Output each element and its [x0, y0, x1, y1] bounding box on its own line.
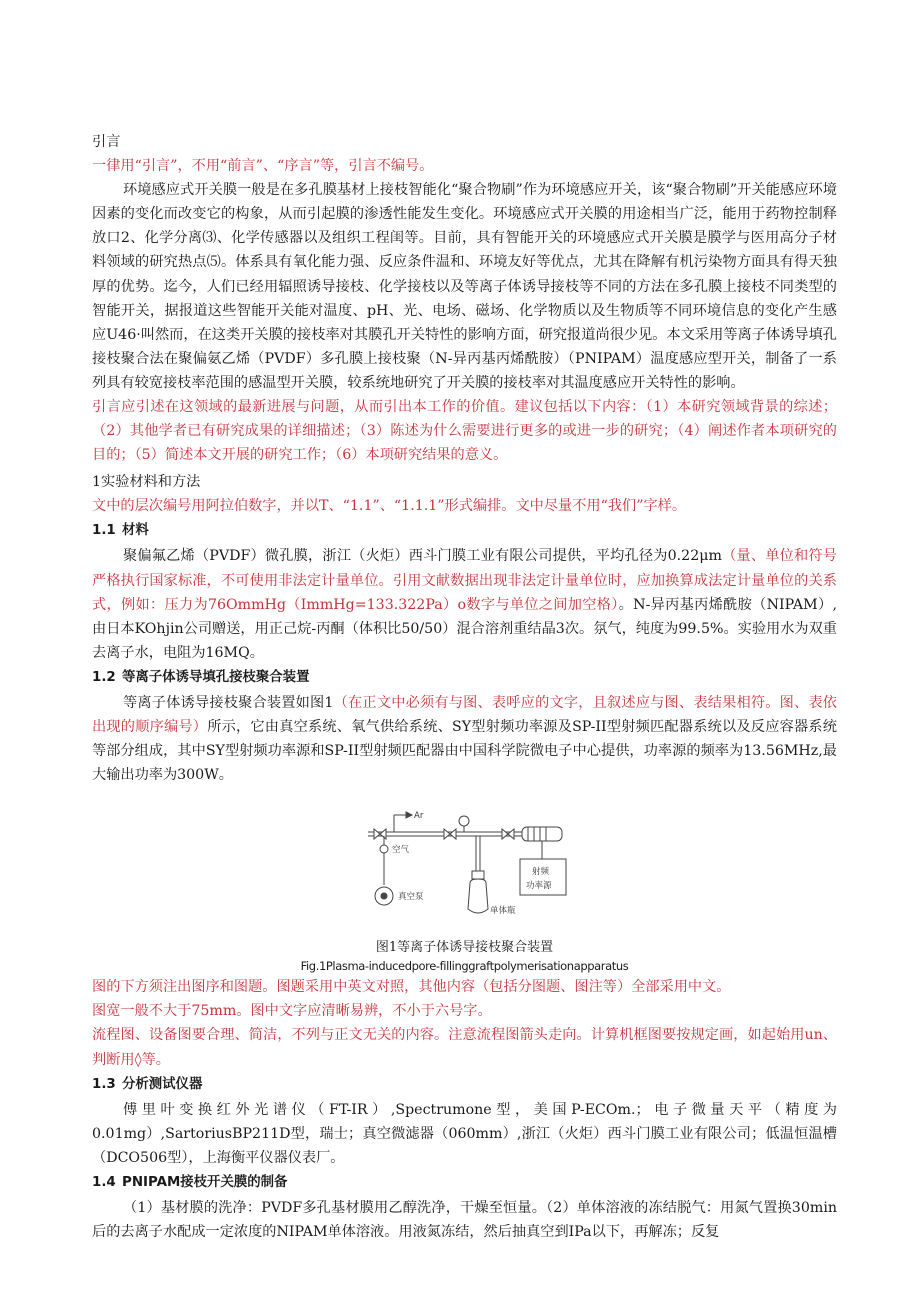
section-1-3-heading: [92, 1072, 837, 1098]
section-1-4-title: PNIPAM接枝开关膜的制备: [122, 1174, 288, 1190]
section-1-heading: 1实验材料和方法: [92, 474, 201, 491]
section-1-1-paragraph: [92, 544, 837, 664]
section-1-3-paragraph: 傅里叶变换红外光谱仪（FT-IR）,Spectrumone型，美国P-ECOm.；电子微量天平（精度为0.01mg）,SartoriusBP211D型，瑞士；真空微滤器（060mm）,浙江（火炬）西斗门膜工业有限公司；低温恒温槽（DCO506型），上海衡平仪器仪表厂。: [92, 1101, 837, 1166]
section-1-1-number: 1.1: [92, 523, 116, 539]
section-1-3-title: 分析测试仪器: [122, 1076, 203, 1092]
intro-heading: 引言: [92, 134, 121, 150]
figure-note-3: 流程图、设备图要合理、简洁，不列与正文无关的内容。注意流程图箭头走向。计算机框图要按规定画，如起始用un、判断用◊等。: [92, 1027, 837, 1068]
document-page: [92, 130, 837, 1244]
section-1-4-paragraph: （1）基材膜的洗净：PVDF多孔基材膜用乙醇洗净，干燥至恒量。（2）单体溶液的冻结脱气：用氮气置换30min后的去离子水配成一定浓度的NIPAM单体溶液。用液氮冻结，然后抽真空到IPa以下，再解冻；反复: [92, 1199, 837, 1240]
label-rf-line1: 射频: [532, 867, 550, 878]
section-1-4-heading: [92, 1170, 837, 1196]
units-note: （量、单位和符号严格执行国家标准，不可使用非法定计量单位。引用文献数据出现非法定计量单位时，应加换算成法定计量单位的关系式，例如：压力为76OmmHg（ImmHg=133.322Pa）o数字与单位之间加空格）: [92, 548, 837, 613]
section-1-2-paragraph: [92, 691, 837, 787]
figure-note-2: 图宽一般不大于75mm。图中文字应清晰易辨，不小于六号字。: [92, 1003, 492, 1020]
figure-1: [92, 801, 837, 974]
intro-guideline-note: 引言应引述在这领域的最新进展与问题，从而引出本工作的价值。建议包括以下内容：（1）本研究领域背景的综述；（2）其他学者已有研究成果的详细描述；（3）陈述为什么需要进行更多的或进一步的研究；（4）阐述作者本项研究的目的；（5）简述本文开展的研究工作；（6）本项研究结果的意义。: [92, 399, 837, 464]
materials-text-b: 。N-异丙基丙烯酰胺（NIPAM）,由日本KOhjin公司赠送，用正己烷-丙酮（体积比50/50）混合溶剂重结晶3次。氛气，纯度为99.5%。实验用水为双重去离子水，电阻为16MQ。: [92, 596, 837, 661]
section-1-4-number: 1.4: [92, 1174, 116, 1190]
label-monomer-bottle: 单体瓶: [490, 906, 516, 917]
label-ar: Ar: [414, 811, 424, 822]
label-rf-line2: 功率源: [526, 881, 552, 892]
apparatus-diagram: [354, 801, 576, 929]
label-air: 空气: [392, 845, 410, 856]
figure-caption-en: Fig.1Plasma-inducedpore-fillinggraftpolymerisationapparatus: [300, 959, 629, 974]
apparatus-text-a: 等离子体诱导接枝聚合装置如图1: [123, 694, 334, 711]
figure-note-1: 图的下方须注出图序和图题。图题采用中英文对照，其他内容（包括分图题、图注等）全部采用中文。: [92, 979, 731, 996]
section-1-2-heading: [92, 665, 837, 691]
apparatus-text-b: 所示，它由真空系统、氧气供给系统、SY型射频功率源及SP-II型射频匹配器系统以及反应容器系统等部分组成，其中SY型射频功率源和SP-II型射频匹配器由中国科学院微电子中心提供，功率源的频率为13.56MHz,最大输出功率为300W。: [92, 718, 837, 784]
section-1-note: 文中的层次编号用阿拉伯数字，并以T、“1.1”、“1.1.1”形式编排。文中尽量不用“我们”字样。: [92, 498, 687, 515]
intro-heading-note: 一律用“引言”，不用“前言”、“序言”等，引言不编号。: [92, 158, 434, 175]
section-1-2-title: 等离子体诱导填孔接枝聚合装置: [122, 669, 310, 685]
section-1-2-number: 1.2: [92, 669, 116, 685]
label-vacuum-pump: 真空泵: [398, 892, 424, 903]
intro-paragraph: 环境感应式开关膜一般是在多孔膜基材上接枝智能化“聚合物刷”作为环境感应开关，该“聚合物刷”开关能感应环境因素的变化而改变它的构象，从而引起膜的渗透性能发生变化。环境感应式开关膜的用途相当广泛，能用于药物控制释放口2、化学分离⑶、化学传感器以及组织工程闺等。目前，具有智能开关的环境感应式开关膜是膜学与医用高分子材料领域的研究热点⑸。体系具有氧化能力强、反应条件温和、环境友好等优点，尤其在降解有机污染物方面具有得天独厚的优势。迄今，人们已经用辐照诱导接枝、化学接枝以及等离子体诱导接枝等不同的方法在多孔膜上接枝不同类型的智能开关，据报道这些智能开关能对温度、pH、光、电场、磁场、化学物质以及生物质等不同环境信息的变化产生感应U46·叫然而，在这类开关膜的接枝率对其膜孔开关特性的影响方面，研究报道尚很少见。本文采用等离子体诱导填孔接枝聚合法在聚偏氨乙烯（PVDF）多孔膜上接枝聚（N-异丙基丙烯酰胺）（PNIPAM）温度感应型开关，制备了一系列具有较宽接枝率范围的感温型开关膜，较系统地研究了开关膜的接枝率对其温度感应开关特性的影响。: [92, 182, 837, 391]
section-1-1-title: 材料: [122, 523, 149, 539]
section-1-3-number: 1.3: [92, 1076, 116, 1092]
materials-text-a: 聚偏氟乙烯（PVDF）微孔膜，浙江（火炬）西斗门膜工业有限公司提供，平均孔径为0.22μm: [123, 548, 722, 565]
figure-reference-note: （在正文中必须有与图、表呼应的文字，且叙述应与图、表结果相符。图、表依出现的顺序编号）: [92, 694, 837, 735]
figure-caption-cn: 图1等离子体诱导接枝聚合装置: [375, 940, 554, 956]
section-1-1-heading: [92, 518, 837, 544]
